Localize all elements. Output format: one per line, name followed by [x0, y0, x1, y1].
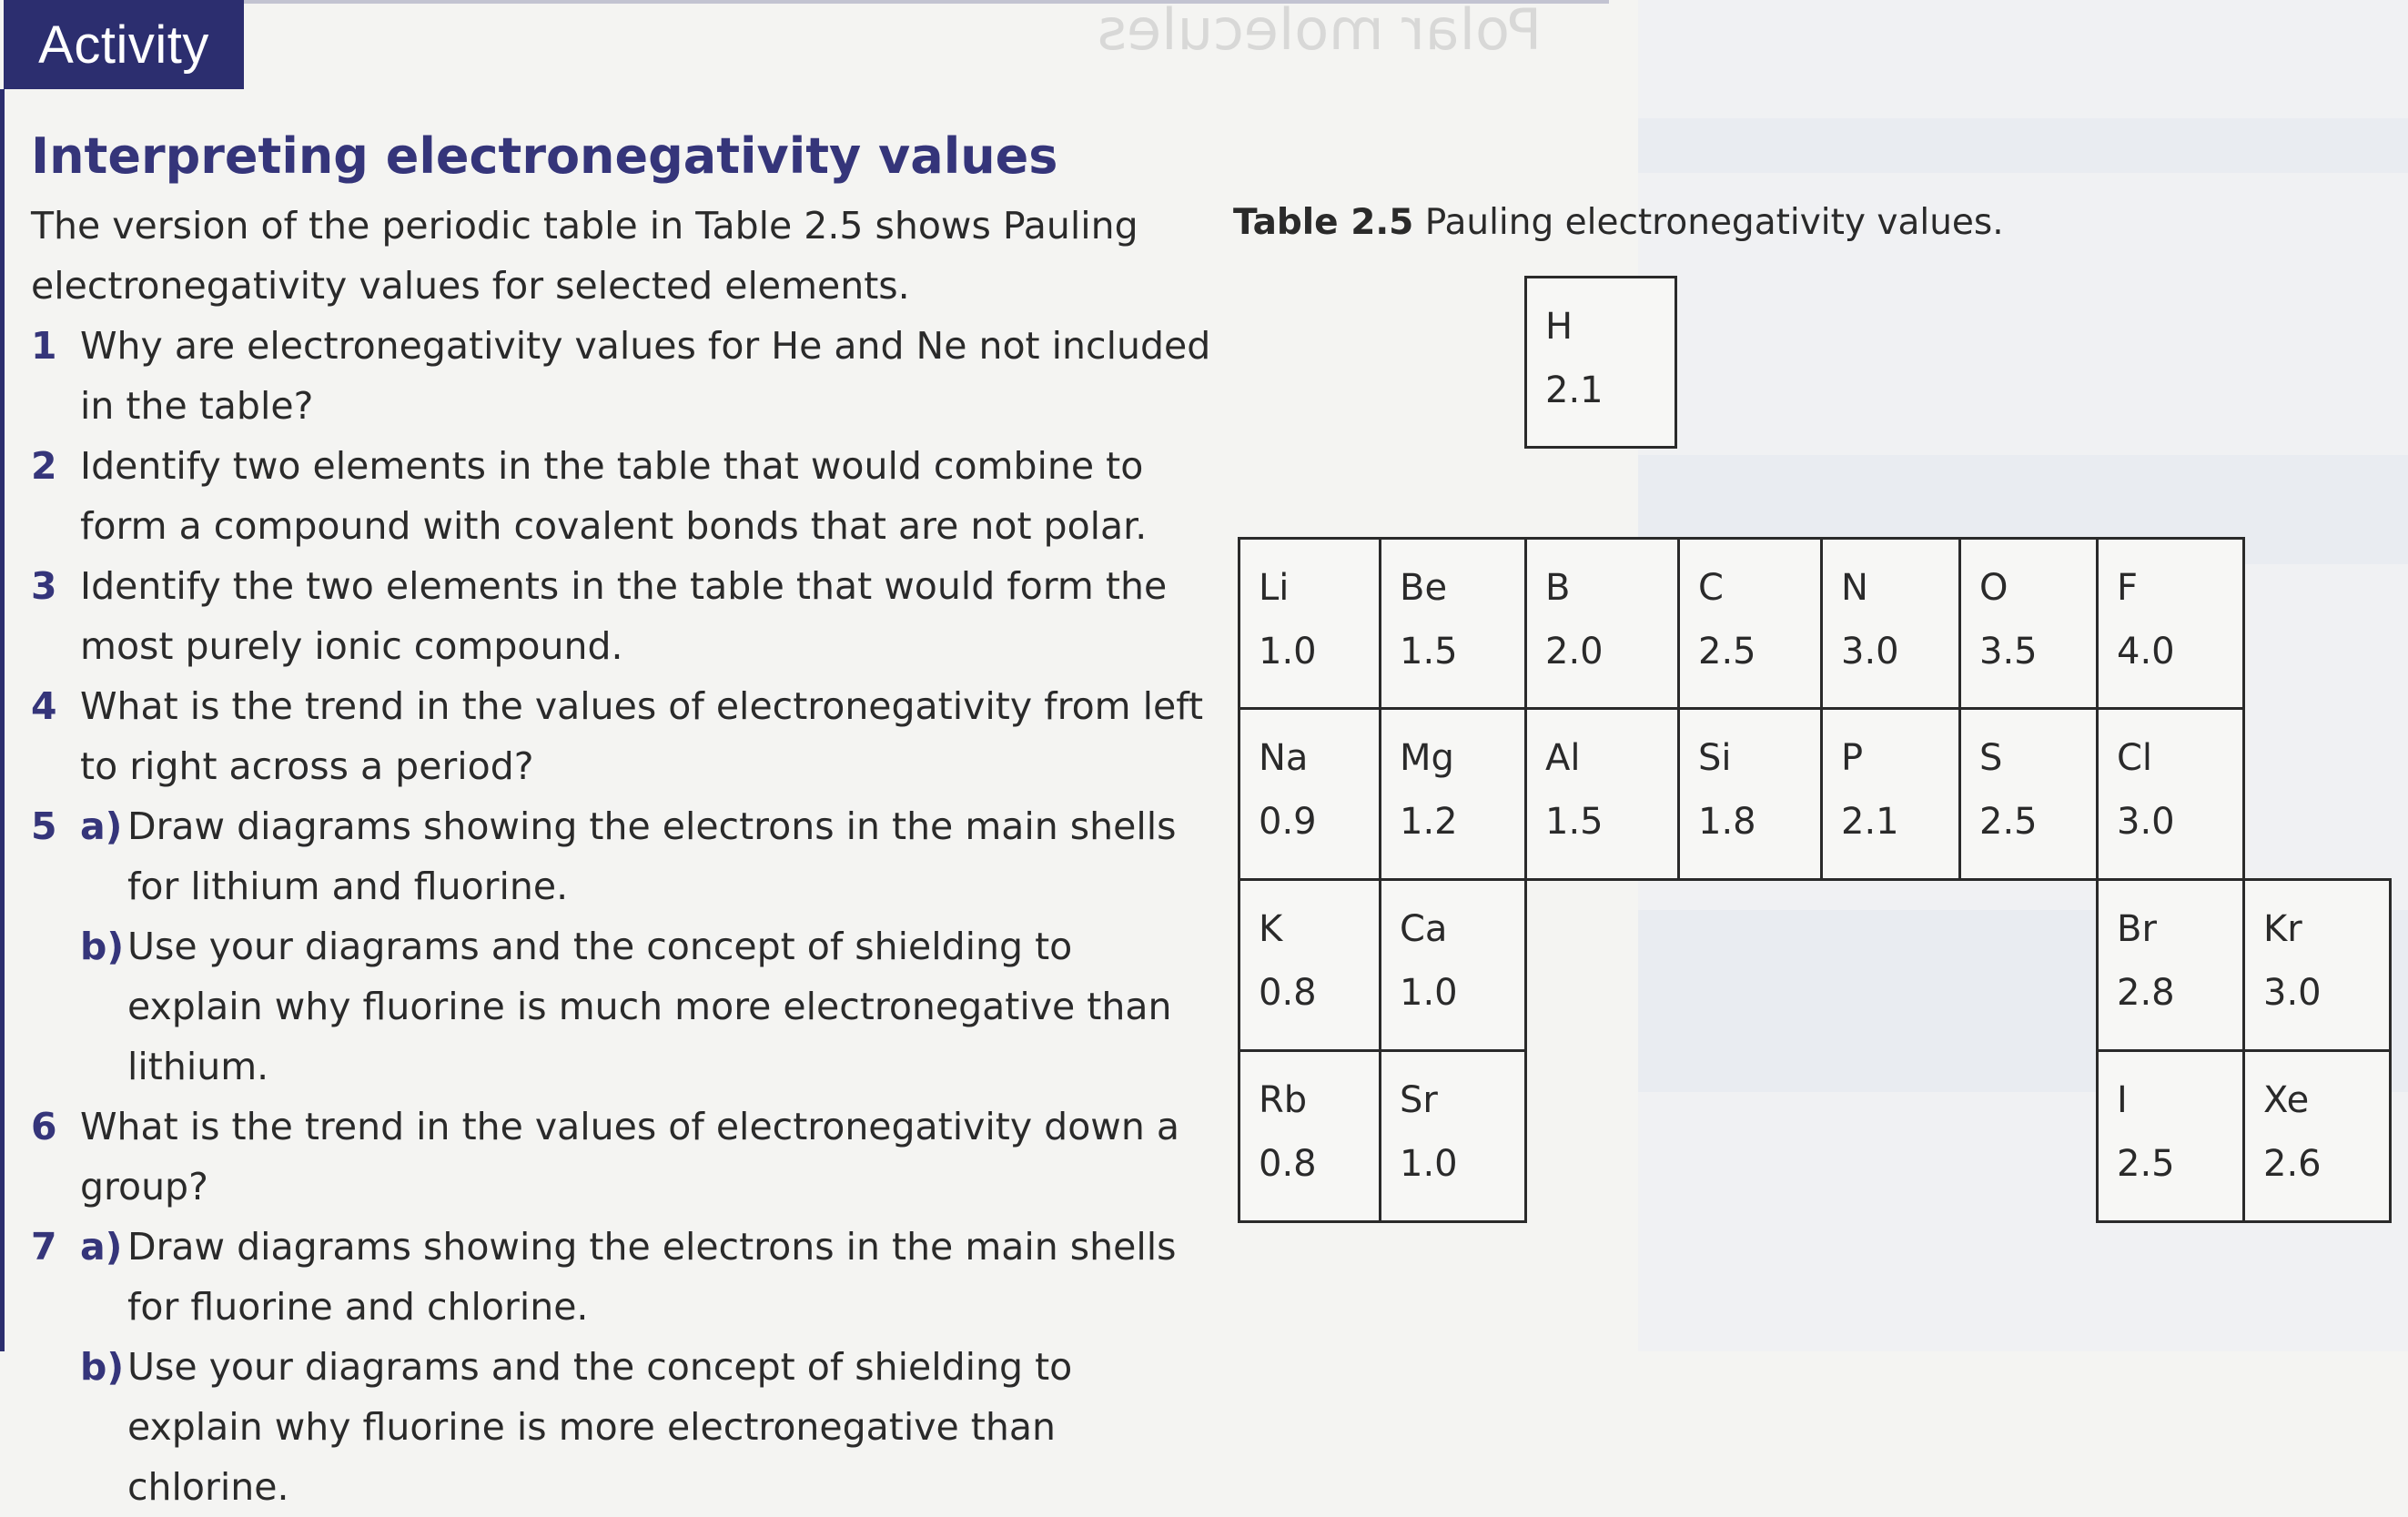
- element-symbol: Kr: [2263, 908, 2302, 950]
- question-number: 7: [31, 1225, 57, 1269]
- element-symbol: N: [1841, 567, 1868, 609]
- element-symbol: F: [2117, 567, 2139, 609]
- element-cell-s: [1958, 707, 2099, 881]
- electronegativity-value: 2.6: [2263, 1143, 2322, 1185]
- element-symbol: P: [1841, 737, 1864, 779]
- electronegativity-value: 1.5: [1400, 631, 1458, 673]
- electronegativity-value: 1.0: [1400, 1143, 1458, 1185]
- element-cell-rb: [1238, 1049, 1381, 1223]
- element-cell-p: [1820, 707, 1961, 881]
- element-cell-f: [2096, 537, 2245, 710]
- element-cell-o: [1958, 537, 2099, 710]
- element-cell-al: [1524, 707, 1680, 881]
- question-text: Identify the two elements in the table that would form the most purely ionic compound.: [80, 564, 1168, 668]
- question-number: 3: [31, 564, 57, 608]
- question-number: 6: [31, 1105, 57, 1148]
- element-symbol: I: [2117, 1079, 2128, 1121]
- part-label: a): [80, 1225, 123, 1269]
- electronegativity-value: 2.8: [2117, 972, 2175, 1014]
- element-symbol: Mg: [1400, 737, 1454, 779]
- electronegativity-value: 1.8: [1698, 801, 1756, 843]
- electronegativity-value: 3.0: [2263, 972, 2322, 1014]
- left-rule: [0, 89, 5, 1351]
- element-symbol: Na: [1259, 737, 1309, 779]
- table-label: Table 2.5: [1233, 202, 1414, 243]
- element-cell-xe: [2242, 1049, 2392, 1223]
- question-list: [31, 316, 1214, 1517]
- question-text: Identify two elements in the table that would combine to form a compound with covalent bonds that are not polar.: [80, 444, 1148, 548]
- part-text: Use your diagrams and the concept of shielding to explain why fluorine is more electronegative than chlorine.: [127, 1345, 1073, 1509]
- intro-text: The version of the periodic table in Table 2.5 shows Pauling electronegativity values for selected elements.: [31, 204, 1138, 308]
- element-cell-k: [1238, 878, 1381, 1052]
- question-text: What is the trend in the values of electronegativity down a group?: [80, 1105, 1179, 1209]
- electronegativity-value: 0.8: [1259, 972, 1317, 1014]
- electronegativity-value: 0.9: [1259, 801, 1317, 843]
- electronegativity-value: 2.5: [2117, 1143, 2175, 1185]
- question-text: Why are electronegativity values for He and Ne not included in the table?: [80, 324, 1211, 428]
- element-cell-be: [1379, 537, 1527, 710]
- electronegativity-value: 1.2: [1400, 801, 1458, 843]
- element-symbol: Al: [1545, 737, 1581, 779]
- electronegativity-value: 2.1: [1545, 369, 1604, 411]
- part-text: Use your diagrams and the concept of shielding to explain why fluorine is much more electronegative than lithium.: [127, 925, 1172, 1088]
- element-symbol: B: [1545, 567, 1571, 609]
- question-number: 4: [31, 684, 57, 728]
- electronegativity-value: 1.0: [1259, 631, 1317, 673]
- question-2: [31, 436, 1214, 556]
- electronegativity-value: 3.5: [1979, 631, 2038, 673]
- activity-badge: Activity: [4, 0, 244, 89]
- element-symbol: Rb: [1259, 1079, 1308, 1121]
- question-part-b: [80, 1337, 1214, 1517]
- element-symbol: Ca: [1400, 908, 1448, 950]
- element-cell-c: [1677, 537, 1823, 710]
- element-cell-ca: [1379, 878, 1527, 1052]
- element-symbol: Li: [1259, 567, 1290, 609]
- top-rule: [244, 0, 1609, 4]
- bleed-through-text: Polar molecules: [1097, 0, 1543, 63]
- element-cell-i: [2096, 1049, 2245, 1223]
- question-number: 1: [31, 324, 57, 368]
- element-cell-si: [1677, 707, 1823, 881]
- element-symbol: H: [1545, 306, 1573, 348]
- element-cell-b: [1524, 537, 1680, 710]
- question-3: [31, 556, 1214, 676]
- element-symbol: Si: [1698, 737, 1732, 779]
- element-symbol: O: [1979, 567, 2008, 609]
- part-label: b): [80, 1345, 125, 1389]
- question-part-a: [80, 1217, 1214, 1337]
- element-cell-na: [1238, 707, 1381, 881]
- electronegativity-value: 2.1: [1841, 801, 1899, 843]
- electronegativity-value: 4.0: [2117, 631, 2175, 673]
- question-7: [31, 1217, 1214, 1517]
- element-cell-li: [1238, 537, 1381, 710]
- element-symbol: Br: [2117, 908, 2157, 950]
- element-symbol: S: [1979, 737, 2003, 779]
- electronegativity-value: 0.8: [1259, 1143, 1317, 1185]
- question-1: [31, 316, 1214, 436]
- element-symbol: Be: [1400, 567, 1448, 609]
- electronegativity-value: 3.0: [2117, 801, 2175, 843]
- question-part-b: [80, 916, 1214, 1097]
- element-cell-br: [2096, 878, 2245, 1052]
- element-symbol: Xe: [2263, 1079, 2310, 1121]
- element-cell-kr: [2242, 878, 2392, 1052]
- part-label: b): [80, 925, 125, 968]
- part-label: a): [80, 804, 123, 848]
- element-cell-h: [1524, 276, 1677, 449]
- element-symbol: Cl: [2117, 737, 2153, 779]
- table-caption-text: Pauling electronegativity values.: [1424, 202, 2004, 243]
- question-number: 2: [31, 444, 57, 488]
- part-text: Draw diagrams showing the electrons in the main shells for lithium and fluorine.: [127, 804, 1177, 908]
- electronegativity-value: 2.5: [1698, 631, 1756, 673]
- question-6: [31, 1097, 1214, 1217]
- electronegativity-value: 1.5: [1545, 801, 1604, 843]
- element-cell-n: [1820, 537, 1961, 710]
- question-number: 5: [31, 804, 57, 848]
- element-symbol: Sr: [1400, 1079, 1438, 1121]
- element-symbol: C: [1698, 567, 1724, 609]
- question-text: What is the trend in the values of electronegativity from left to right across a period?: [80, 684, 1204, 788]
- electronegativity-value: 3.0: [1841, 631, 1899, 673]
- electronegativity-value: 1.0: [1400, 972, 1458, 1014]
- question-5: [31, 796, 1214, 1097]
- electronegativity-value: 2.5: [1979, 801, 2038, 843]
- question-4: [31, 676, 1214, 796]
- electronegativity-value: 2.0: [1545, 631, 1604, 673]
- part-text: Draw diagrams showing the electrons in the main shells for fluorine and chlorine.: [127, 1225, 1177, 1329]
- page-title: Interpreting electronegativity values: [31, 127, 1058, 185]
- element-cell-sr: [1379, 1049, 1527, 1223]
- question-part-a: [80, 796, 1214, 916]
- element-cell-cl: [2096, 707, 2245, 881]
- element-symbol: K: [1259, 908, 1283, 950]
- element-cell-mg: [1379, 707, 1527, 881]
- table-caption: [1233, 202, 2004, 243]
